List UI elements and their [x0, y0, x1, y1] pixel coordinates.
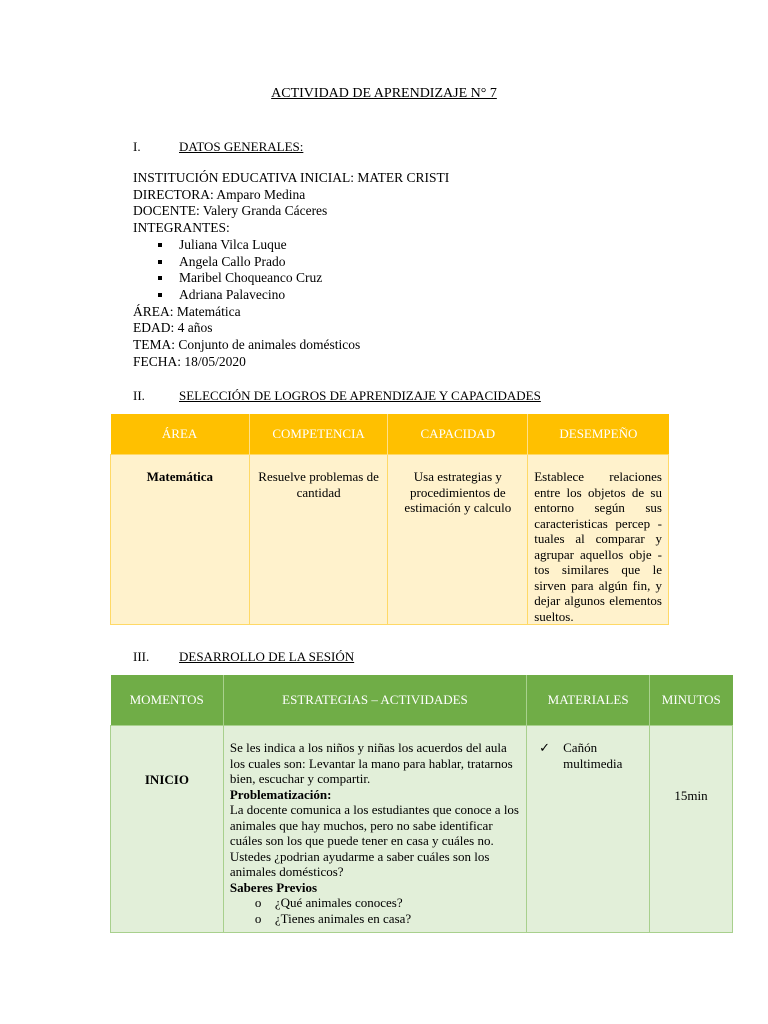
docente-line: DOCENTE: Valery Granda Cáceres [133, 203, 328, 219]
list-item: o ¿Tienes animales en casa? [275, 911, 520, 927]
intro-text: Se les indica a los niños y niñas los acuerdos del aula los cuales son: Levantar la mano para hablar, tratarnos bien, escuchar y compartir. [229, 740, 513, 786]
section-heading-1 [133, 139, 303, 155]
section-heading-3 [133, 649, 354, 665]
saberes-label: Saberes Previos [229, 879, 318, 895]
section-heading-2 [133, 388, 541, 404]
fecha-line: FECHA: 18/05/2020 [133, 353, 246, 369]
problematizacion-label: Problematización: [229, 786, 332, 802]
list-item: Maribel Choqueanco Cruz [179, 270, 449, 287]
materiales-text: Cañón multimedia [563, 740, 623, 771]
cell-desempeno: Establece relaciones entre los objetos de su entorno según sus caracteristicas percep - tuales al comparar y agrupar aquellos obje - tos similares que le sirven para algún fin, y dejar algunos elementos sueltos. [528, 455, 669, 625]
section-label: SELECCIÓN DE LOGROS DE APRENDIZAJE Y CAPACIDADES [179, 388, 541, 403]
table-row [111, 726, 733, 933]
header-capacidad: CAPACIDAD [388, 414, 528, 455]
institucion-line: INSTITUCIÓN EDUCATIVA INICIAL: MATER CRISTI [133, 170, 450, 185]
checkmark-icon: ✓ [539, 740, 551, 755]
list-item: o ¿Qué animales conoces? [275, 895, 520, 911]
cell-competencia: Resuelve problemas de cantidad [249, 455, 388, 625]
document-title: ACTIVIDAD DE APRENDIZAJE N° 7 [271, 86, 497, 101]
directora-line: DIRECTORA: Amparo Medina [133, 186, 306, 202]
cell-capacidad: Usa estrategias y procedimientos de estimación y calculo [388, 455, 528, 625]
section-label: DATOS GENERALES: [179, 139, 304, 154]
section-number: II. [133, 388, 145, 403]
problematizacion-text: La docente comunica a los estudiantes que conoce a los animales que hay muchos, pero no sabe identificar cuáles son los que puede tener en casa y cuáles no. Ustedes ¿podrian ayudarme a saber cuáles son los animales domésticos? [229, 802, 519, 879]
cell-estrategias [223, 726, 526, 933]
table-header-row [111, 675, 733, 726]
cell-materiales [527, 726, 650, 933]
header-momentos: MOMENTOS [111, 675, 224, 726]
cell-momento: INICIO [111, 726, 224, 933]
sesion-table [110, 675, 733, 933]
general-data [133, 170, 449, 370]
cell-area: Matemática [111, 455, 250, 625]
edad-line: EDAD: 4 años [133, 320, 213, 336]
list-item: Adriana Palavecino [179, 287, 449, 304]
cell-minutos: 15min [650, 726, 733, 933]
section-number: I. [133, 139, 141, 154]
list-item: Angela Callo Prado [179, 254, 449, 271]
integrantes-label: INTEGRANTES: [133, 220, 230, 236]
saberes-list [230, 895, 520, 926]
list-item: Juliana Vilca Luque [179, 237, 449, 254]
tema-line: TEMA: Conjunto de animales domésticos [133, 337, 361, 353]
integrantes-list [133, 237, 449, 304]
section-number: III. [133, 649, 150, 664]
header-minutos: MINUTOS [650, 675, 733, 726]
table-header-row [111, 414, 669, 455]
logros-table [110, 414, 669, 625]
header-competencia: COMPETENCIA [249, 414, 388, 455]
header-area: ÁREA [111, 414, 250, 455]
header-estrategias: ESTRATEGIAS – ACTIVIDADES [223, 675, 526, 726]
header-desempeno: DESEMPEÑO [528, 414, 669, 455]
section-label: DESARROLLO DE LA SESIÓN [179, 649, 355, 664]
table-row [111, 455, 669, 625]
materiales-item [533, 740, 643, 771]
area-line: ÁREA: Matemática [133, 303, 241, 319]
header-materiales: MATERIALES [527, 675, 650, 726]
